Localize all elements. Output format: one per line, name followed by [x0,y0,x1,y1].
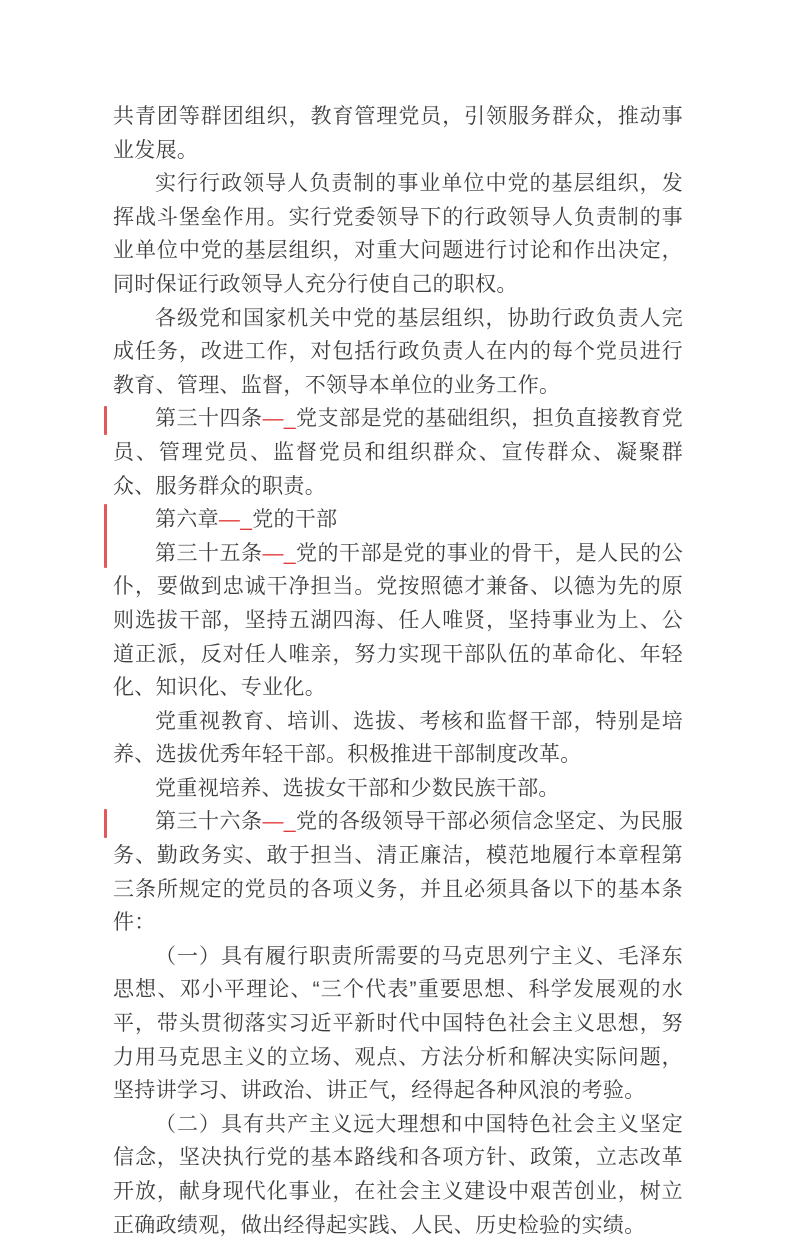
para-condition-1 [113,940,683,1108]
para-condition-2 [113,1108,683,1242]
text-run: 第六章 [155,508,219,532]
revision-change-bar [104,809,107,838]
revision-change-bar [104,504,107,568]
tracked-insertion-mark: —_ [262,541,296,565]
text-run: 党重视培养、选拔女干部和少数民族干部。 [155,776,560,800]
tracked-insertion-mark: —_ [262,810,296,834]
para-state-organs [113,302,683,403]
para-article-35 [113,537,683,705]
text-run: 党的各级领导干部必须信念坚定、为民服务、勤政务实、敢于担当、清正廉洁，模范地履行本章程第三条所规定的党员的各项义务，并且必须具备以下的基本条件： [113,810,683,935]
text-run: 实行行政领导人负责制的事业单位中党的基层组织，发挥战斗堡垒作用。实行党委领导下的行政领导人负责制的事业单位中党的基层组织，对重大问题进行讨论和作出决定，同时保证行政领导人充分行使自己的职权。 [113,172,683,296]
text-run: 各级党和国家机关中党的基层组织，协助行政负责人完成任务，改进工作，对包括行政负责人在内的每个党员进行教育、管理、监督，不领导本单位的业务工作。 [113,306,683,397]
heading-chapter-6 [113,503,683,537]
text-run: 共青团等群团组织，教育管理党员，引领服务群众，推动事业发展。 [113,105,683,162]
text-run: 党的干部 [252,508,338,532]
para-article-36 [113,805,683,939]
tracked-insertion-mark: —_ [218,508,253,532]
text-run: 党的干部是党的事业的骨干，是人民的公仆，要做到忠诚干净担当。党按照德才兼备、以德为先的原则选拔干部，坚持五湖四海、任人唯贤，坚持事业为上、公道正派，反对任人唯亲，努力实现干部队伍的革命化、年轻化、知识化、专业化。 [113,541,683,700]
revision-change-bar [104,406,107,435]
tracked-insertion-mark: —_ [262,407,296,431]
para-article-34 [113,402,683,503]
text-run: （二）具有共产主义远大理想和中国特色社会主义坚定信念，坚决执行党的基本路线和各项方针、政策，立志改革开放，献身现代化事业，在社会主义建设中艰苦创业，树立正确政绩观，做出经得起实践、人民、历史检验的实绩。 [113,1112,683,1237]
para-continuation [113,100,683,167]
text-run: 第三十四条 [155,407,263,431]
text-run: 第三十六条 [155,810,263,834]
para-cadre-training [113,705,683,772]
text-run: （一）具有履行职责所需要的马克思列宁主义、毛泽东思想、邓小平理论、“三个代表”重要思想、科学发展观的水平，带头贯彻落实习近平新时代中国特色社会主义思想，努力用马克思主义的立场、观点、方法分析和解决实际问题，坚持讲学习、讲政治、讲正气，经得起各种风浪的考验。 [113,944,683,1103]
para-institution-party-org [113,167,683,301]
text-run: 第三十五条 [155,541,263,565]
para-women-minority-cadres [113,772,683,806]
text-run: 党重视教育、培训、选拔、考核和监督干部，特别是培养、选拔优秀年轻干部。积极推进干部制度改革。 [113,709,683,767]
text-run: 党支部是党的基础组织，担负直接教育党员、管理党员、监督党员和组织群众、宣传群众、凝聚群众、服务群众的职责。 [113,407,683,498]
document-body [113,100,683,1242]
